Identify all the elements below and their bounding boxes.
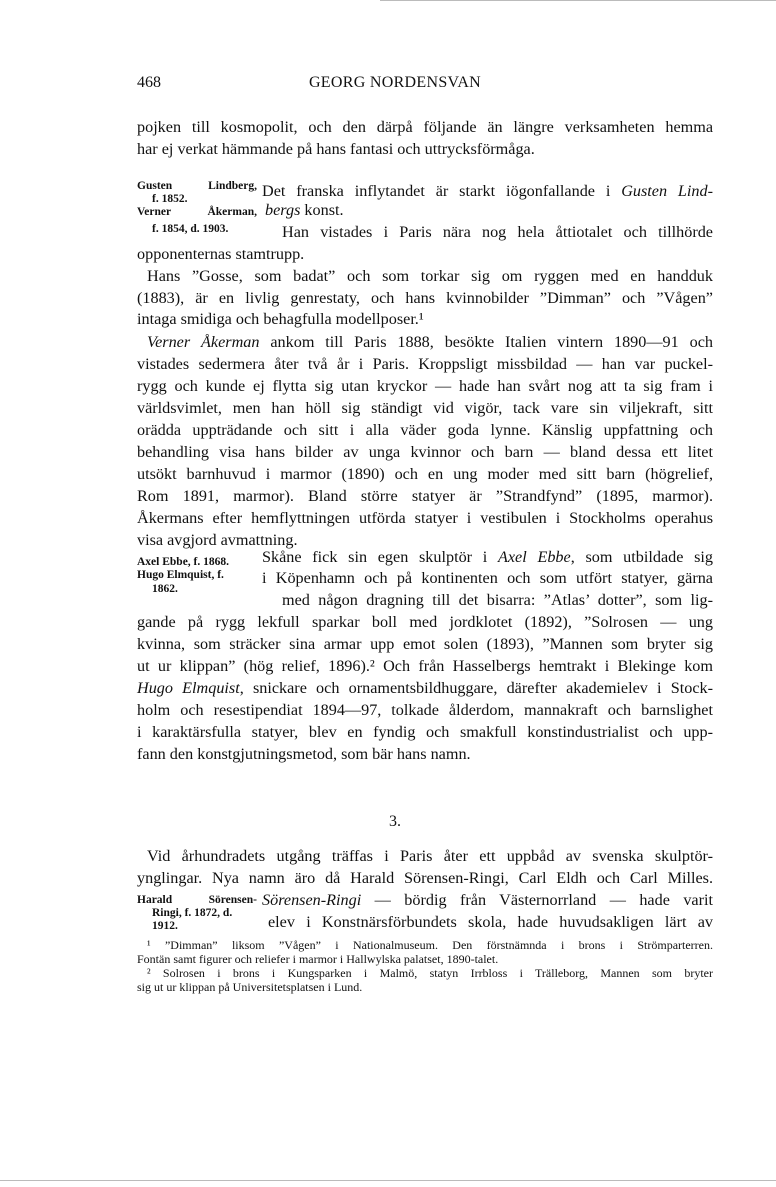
text-line [137,700,713,720]
text-line [262,568,713,588]
text-line [137,656,713,676]
text-segment: Rom 1891, marmor). Bland större statyer är ”Strandfynd” (1895, marmor). [137,487,713,505]
text-line [137,376,713,396]
text-segment: med någon dragning till det bisarra: ”Atlas’ dotter”, som lig- [282,591,713,609]
footnote-line: sig ut ur klippan på Universitetsplatsen i Lund. [137,980,363,994]
margin-note: f. 1852. [152,193,188,205]
text-segment: konst. [300,201,344,219]
text-line [265,200,713,220]
text-line [137,722,713,742]
text-line [262,890,713,910]
margin-note: 1912. [152,920,178,932]
text-segment: intaga smidiga och behagfulla modellposer.¹ [137,310,424,328]
margin-note: Verner Åkerman, [137,206,257,218]
scan-edge-line [380,0,776,1]
text-line [268,912,713,932]
footnote-line: ¹ ”Dimman” liksom ”Vågen” i Nationalmuseum. Den förstnämnda i brons i Strömparterren. [147,938,713,952]
text-segment: behandling visa hans bilder av unga kvinnor och barn — bland dessa ett litet [137,443,713,461]
text-segment: orädda uppträdande och sitt i alla väder goda lynne. Känslig uppfattning och [137,421,713,439]
text-segment: holm och resestipendiat 1894—97, tolkade ålderdom, mannakraft och barnslighet [137,701,713,719]
text-line [137,612,713,632]
text-segment: Han vistades i Paris nära nog hela åttiotalet och tillhörde [282,223,713,241]
text-line [262,181,713,201]
text-line [147,266,713,286]
text-segment: gande på rygg lekfull sparkar boll med jordklotet (1892), ”Solrosen — ung [137,613,713,631]
text-line [147,332,713,352]
text-segment: Skåne fick sin egen skulptör i [262,548,498,566]
margin-note: Gusten Lindberg, [137,180,257,192]
text-segment: utsökt barnhuvud i marmor (1890) och en ung moder med sitt barn (högrelief, [137,465,713,483]
text-line [137,744,713,764]
text-segment: vistades sedermera åter två år i Paris. Kroppsligt missbildad — han var puckel- [137,355,713,373]
text-segment: världsvimlet, men han höll sig ständigt vid vigör, tack vare sin viljekraft, sitt [137,399,713,417]
footnote-line: ² Solrosen i brons i Kungsparken i Malmö, statyn Irrbloss i Trälleborg, Mannen som bryter [147,966,713,980]
margin-note: 1862. [152,583,178,595]
italic-name: Gusten Lind- [621,182,714,200]
italic-name: Hugo Elmquist [137,679,240,697]
text-line [137,464,713,484]
page-number: 468 [137,74,161,91]
footnote-line: Fontän samt figurer och reliefer i marmor i Hallwylska palatset, 1890-talet. [137,952,499,966]
text-line [137,508,713,528]
text-line [137,678,713,698]
text-segment: pojken till kosmopolit, och den därpå följande än längre verksamheten hemma [137,118,713,136]
text-segment: i karaktärsfulla statyer, blev en fyndig och smakfull konstindustrialist och upp- [137,723,713,741]
text-line [137,309,713,329]
italic-name: Axel Ebbe [497,548,571,566]
text-segment: Det franska inflytandet är starkt iögonfallande i [262,182,622,200]
text-line [137,634,713,654]
text-line [262,547,713,567]
italic-name: Verner Åkerman [147,333,260,351]
text-segment: visa avgjord avmattning. [137,531,298,549]
text-line [137,486,713,506]
text-line [137,139,713,159]
margin-note: Hugo Elmquist, f. [137,569,224,581]
margin-note: Ringi, f. 1872, d. [152,907,233,919]
text-line [137,288,713,308]
section-number: 3. [389,813,401,830]
text-line [137,398,713,418]
text-segment: ut ur klippan” (hög relief, 1896).² Och från Hasselbergs hemtrakt i Blekinge kom [137,657,713,675]
text-line [282,590,713,610]
italic-name: Sörensen-Ringi [262,891,362,909]
text-line [137,442,713,462]
text-segment: kvinna, som sträcker sina armar upp emot solen (1893), ”Mannen som bryter sig [137,635,713,653]
text-segment: rygg och kunde ej flytta sig utan kryckor — hade han svårt nog att ta sig fram i [137,377,713,395]
text-segment: ankom till Paris 1888, besökte Italien vintern 1890—91 och [259,333,713,351]
text-line [147,846,713,866]
text-segment: fann den konstgjutningsmetod, som bär hans namn. [137,745,471,763]
text-segment: opponenternas stamtrupp. [137,245,305,263]
text-line [137,420,713,440]
margin-note: Harald Sörensen- [137,894,257,906]
running-title: GEORG NORDENSVAN [308,74,482,91]
text-line [137,354,713,374]
text-segment: (1883), är en livlig genrestaty, och hans kvinnobilder ”Dimman” och ”Vågen” [137,289,713,307]
margin-note: Axel Ebbe, f. 1868. [137,556,229,568]
text-line [137,117,713,137]
text-segment: , snickare och ornamentsbildhuggare, därefter akademielev i Stock- [239,679,714,697]
text-segment: elev i Konstnärsförbundets skola, hade huvudsakligen lärt av [268,913,713,931]
text-segment: i Köpenhamn och på kontinenten och som utfört statyer, gärna [262,569,713,587]
text-segment: , som utbildade sig [570,548,714,566]
text-segment: — bördig från Västernorrland — hade varit [361,891,713,909]
text-line [137,868,713,888]
text-segment: Vid århundradets utgång träffas i Paris åter ett uppbåd av svenska skulptör- [147,847,713,865]
text-segment: Hans ”Gosse, som badat” och som torkar sig om ryggen med en handduk [147,267,713,285]
text-segment: Åkermans efter hemflyttningen utförda statyer i vestibulen i Stockholms operahus [137,509,713,527]
text-segment: ynglingar. Nya namn äro då Harald Sörensen-Ringi, Carl Eldh och Carl Milles. [137,869,713,887]
text-segment: har ej verkat hämmande på hans fantasi och uttrycksförmåga. [137,140,535,158]
italic-name: bergs [265,201,301,219]
margin-note: f. 1854, d. 1903. [152,223,229,235]
text-line [137,244,713,264]
scan-edge-line [0,1180,776,1181]
text-line [282,222,713,242]
